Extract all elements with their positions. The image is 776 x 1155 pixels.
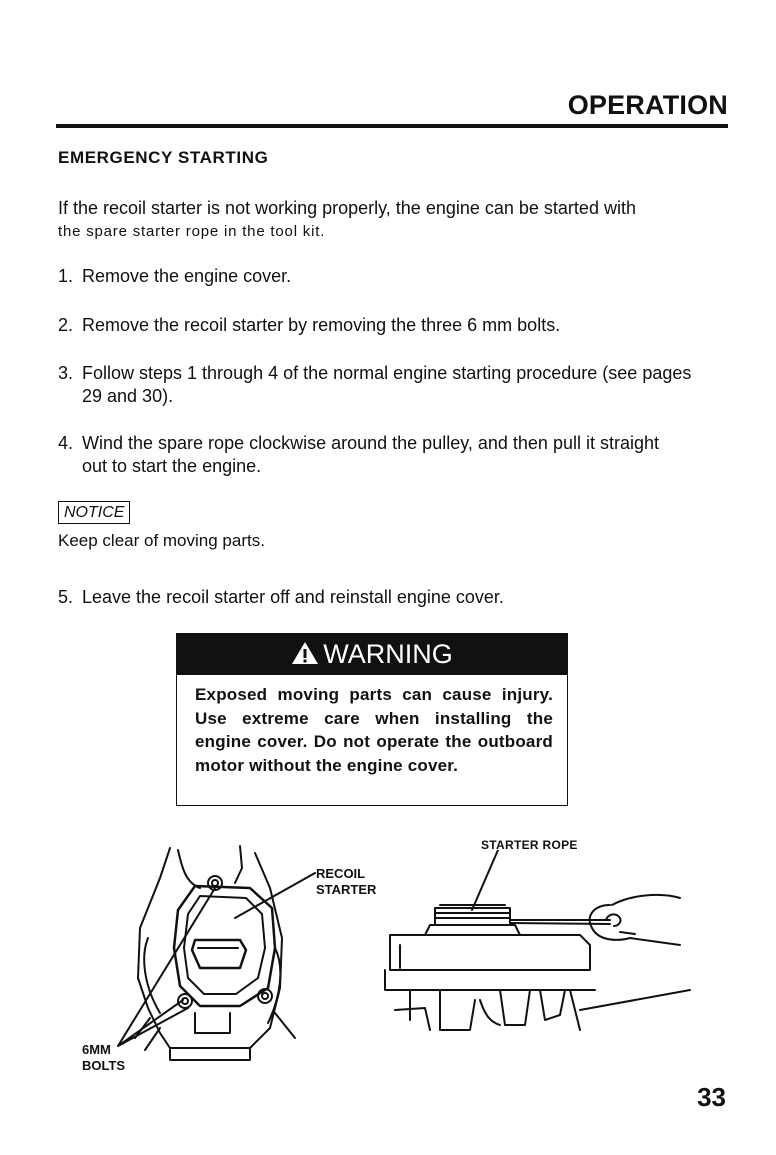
step-text: Follow steps 1 through 4 of the normal engine starting procedure (see pages 29 and 30). — [82, 363, 692, 406]
starter-rope-illustration — [380, 850, 700, 1045]
intro-paragraph — [58, 197, 718, 243]
warning-title: WARNING — [323, 639, 453, 669]
label-line: STARTER — [316, 882, 377, 897]
page-number: 33 — [697, 1082, 726, 1112]
step-text: Remove the recoil starter by removing the three 6 mm bolts. — [82, 315, 561, 335]
step-number: 2. — [58, 315, 74, 335]
label-line: 6MM — [82, 1042, 111, 1057]
intro-line-2: the spare starter rope in the tool kit. — [58, 223, 326, 240]
step-number: 5. — [58, 587, 74, 607]
header-rule — [56, 124, 728, 128]
warning-triangle-icon — [291, 641, 319, 665]
warning-text: Exposed moving parts can cause injury. Use extreme care when installing the engine cover. Do not operate the outboard motor without the engine cover. — [195, 685, 553, 775]
label-line: BOLTS — [82, 1058, 126, 1073]
notice-label: NOTICE — [58, 501, 130, 524]
section-title: OPERATION — [567, 90, 728, 120]
step-number: 1. — [58, 266, 74, 286]
step-text: Remove the engine cover. — [82, 266, 292, 286]
step-number: 4. — [58, 433, 74, 453]
warning-box — [176, 633, 568, 806]
step-text: Leave the recoil starter off and reinstall engine cover. — [82, 587, 504, 607]
subheading: EMERGENCY STARTING — [58, 148, 269, 167]
starter-rope-label: STARTER ROPE — [481, 838, 578, 852]
notice-text: Keep clear of moving parts. — [58, 531, 265, 550]
recoil-starter-illustration — [100, 838, 320, 1068]
step-text: Wind the spare rope clockwise around the pulley, and then pull it straight out to start the engine. — [82, 433, 659, 476]
intro-line-1: If the recoil starter is not working properly, the engine can be started with — [58, 198, 636, 218]
step-number: 3. — [58, 363, 74, 383]
bolts-label — [82, 1042, 125, 1074]
warning-header — [177, 634, 567, 675]
label-line: RECOIL — [316, 866, 366, 881]
recoil-starter-label — [316, 866, 376, 898]
